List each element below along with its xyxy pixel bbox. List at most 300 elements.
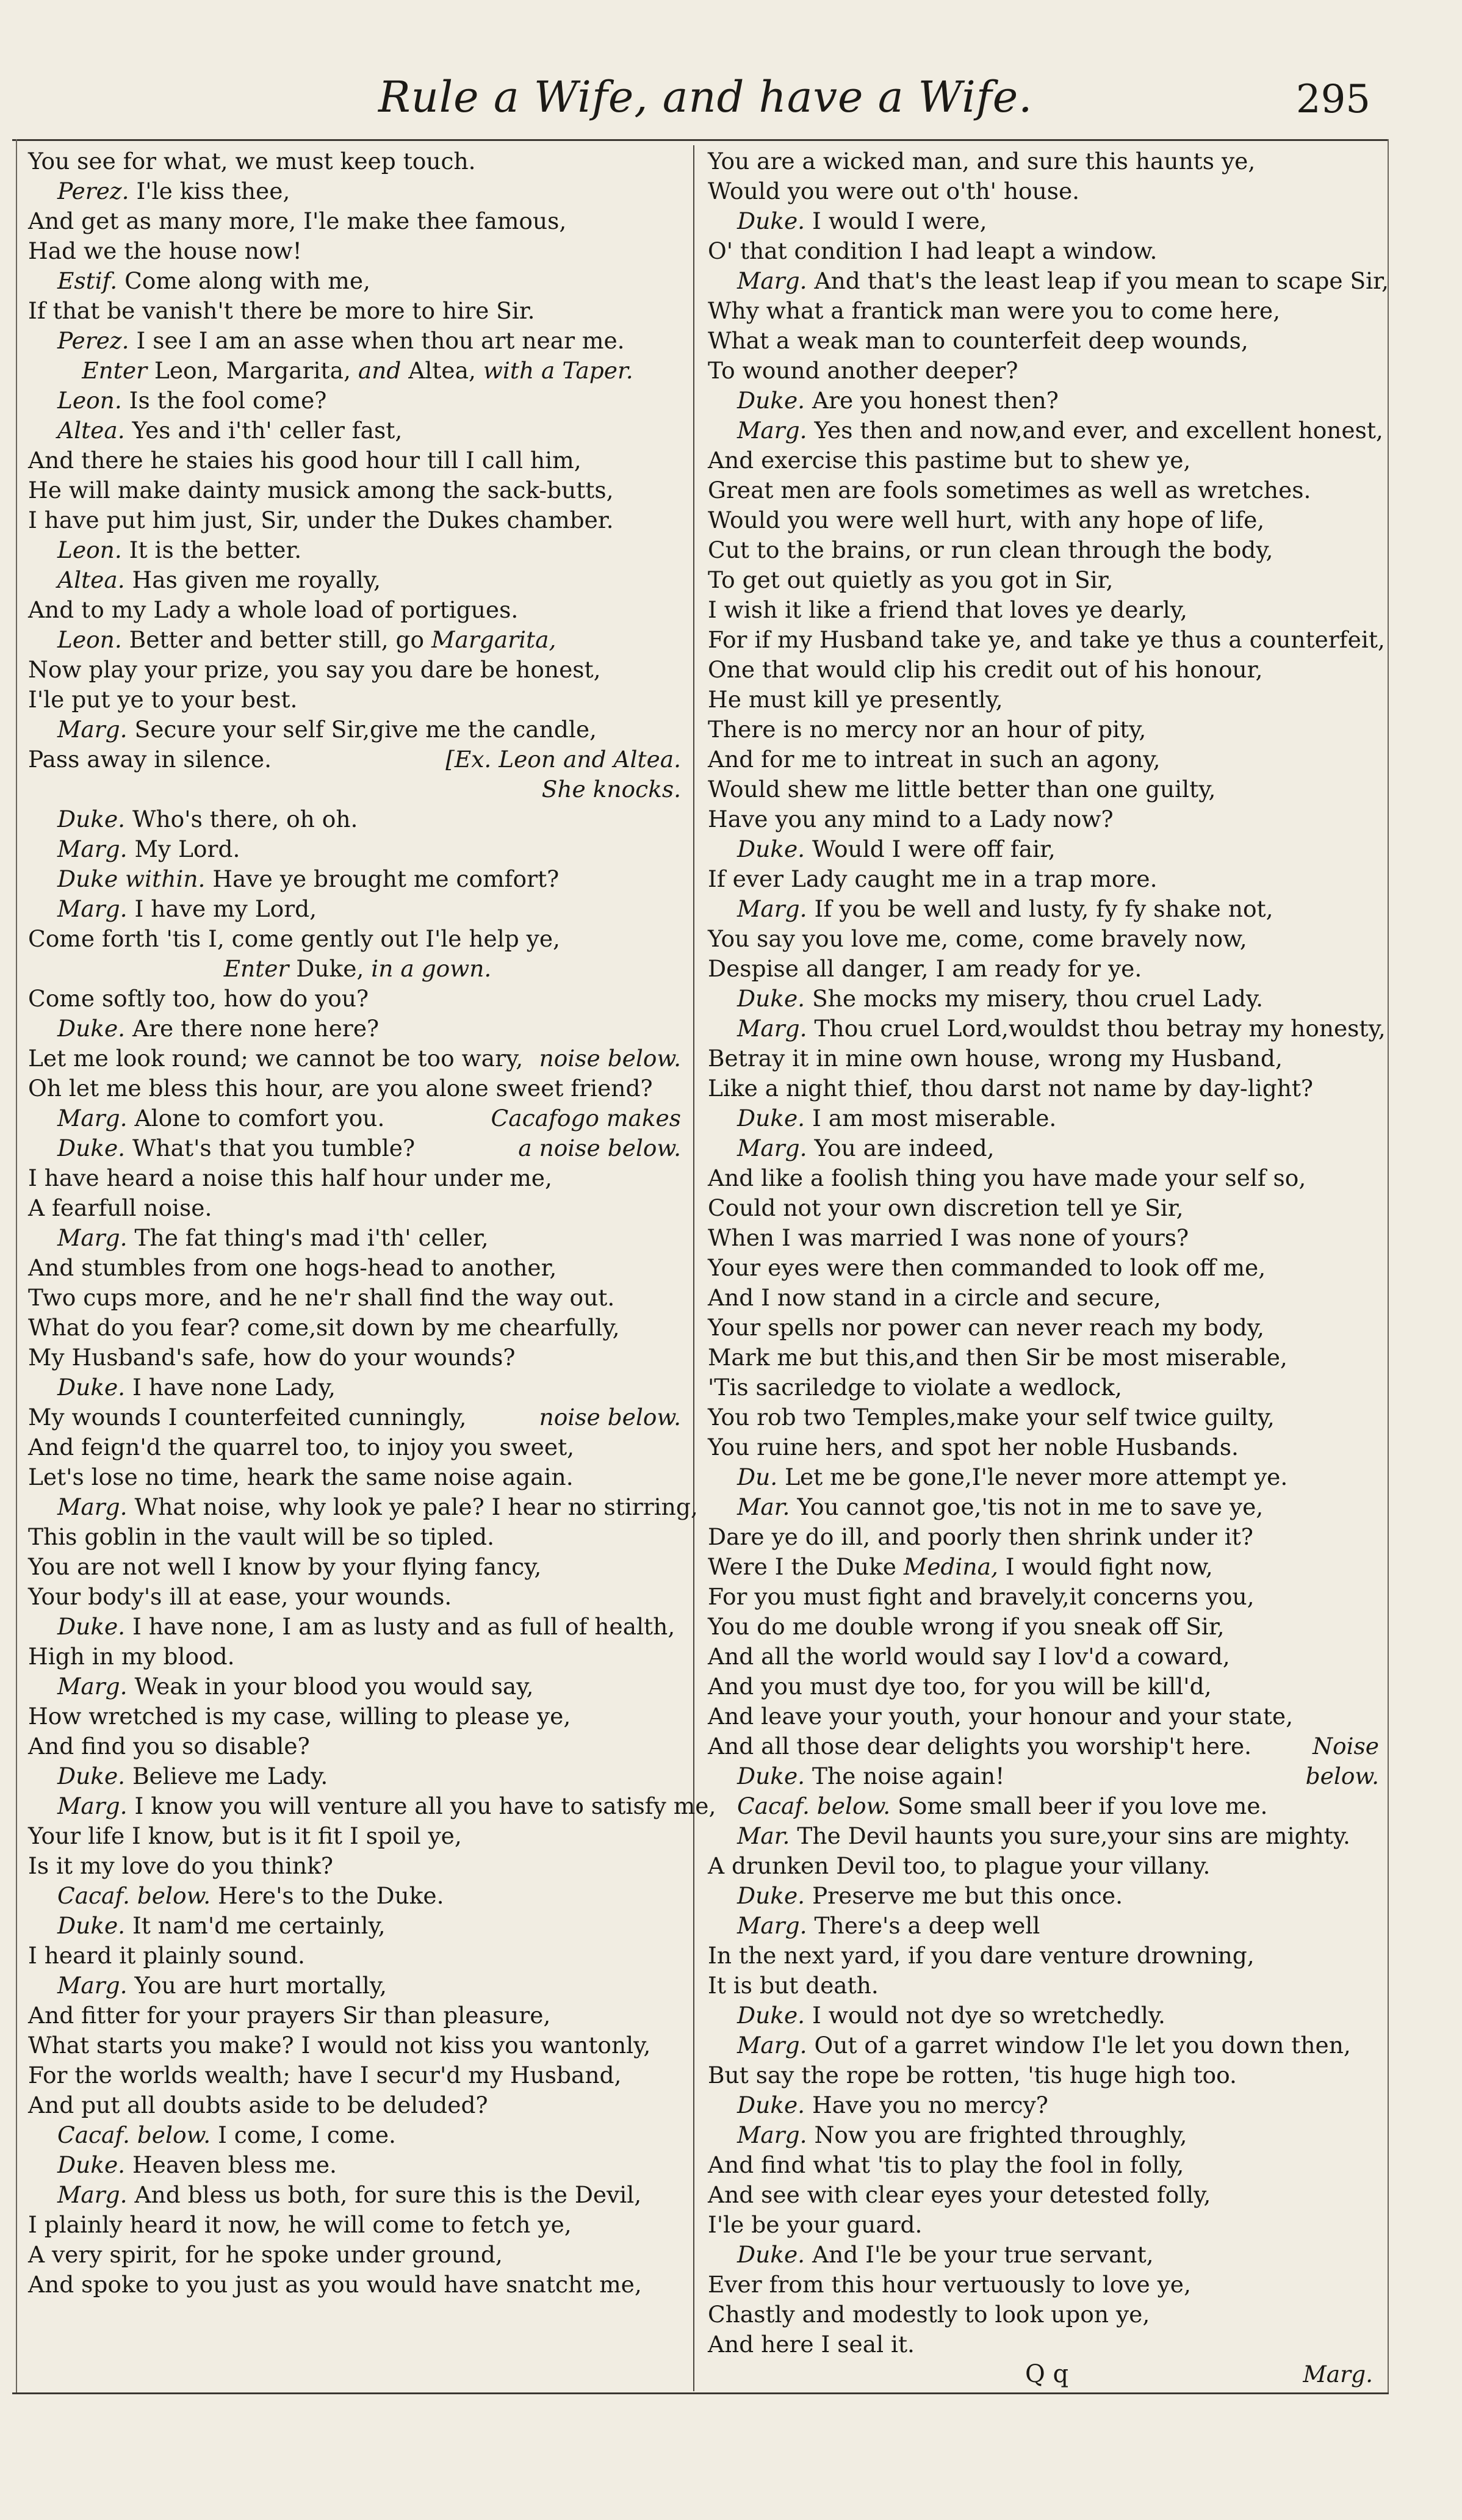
verse-text: I have heard a noise this half hour under me,: [28, 1164, 552, 1191]
verse-text: I am most miserable.: [812, 1105, 1057, 1132]
verse-text: Had we the house now!: [28, 237, 302, 264]
text-line: [708, 446, 1385, 475]
text-line: [708, 176, 1385, 206]
verse-text: And get as many more, I'le make thee famous,: [28, 208, 567, 234]
text-line: [28, 475, 687, 505]
verse-text: Is the fool come?: [129, 387, 327, 414]
text-line: [708, 1582, 1385, 1612]
verse-text: I wish it like a friend that loves ye dearly,: [708, 596, 1187, 623]
text-line: [28, 505, 687, 535]
text-line: [708, 1941, 1385, 1971]
speaker-name: Marg.: [57, 716, 128, 743]
verse-text: What noise, why look ye pale? I hear no stirring,: [134, 1493, 698, 1520]
verse-text: I would I were,: [812, 208, 987, 234]
text-line: [708, 296, 1385, 326]
verse-text: Preserve me but this once.: [812, 1882, 1123, 1909]
text-line: [28, 2031, 687, 2060]
text-line: [708, 266, 1389, 296]
verse-text: Now play your prize, you say you dare be honest,: [28, 656, 601, 683]
text-line: [708, 1044, 1385, 1074]
text-line: [708, 1373, 1385, 1403]
verse-text: Here's to the Duke.: [218, 1882, 444, 1909]
text-line: [28, 296, 687, 326]
text-line: [28, 1911, 687, 1941]
verse-text: Would you were out o'th' house.: [708, 178, 1080, 204]
verse-text: Weak in your blood you would say,: [134, 1673, 534, 1700]
margin-note: Noise: [1313, 1733, 1379, 1760]
stage-direction: [28, 356, 687, 386]
text-line: [708, 1851, 1385, 1881]
text-line: [28, 745, 687, 774]
speaker-name: Marg.: [57, 1793, 128, 1819]
text-line: [28, 864, 687, 894]
speaker-name: Duke.: [57, 1613, 126, 1640]
verse-text: And spoke to you just as you would have snatcht me,: [28, 2271, 642, 2298]
text-line: [28, 984, 687, 1014]
verse-text: If ever Lady caught me in a trap more.: [708, 865, 1158, 892]
verse-text: Despise all danger, I am ready for ye.: [708, 955, 1142, 982]
verse-text: My Husband's safe, how do your wounds?: [28, 1344, 516, 1371]
running-title: Rule a Wife, and have a Wife.: [378, 72, 1033, 122]
verse-text: My wounds I counterfeited cunningly,: [28, 1404, 467, 1431]
verse-text: Would shew me little better than one guilty,: [708, 776, 1216, 803]
text-line: [28, 1074, 687, 1103]
verse-text: And all those dear delights you worship't here.: [708, 1733, 1252, 1760]
verse-text: Come forth 'tis I, come gently out I'le help ye,: [28, 925, 560, 952]
verse-text: A very spirit, for he spoke under ground,: [28, 2241, 503, 2268]
verse-text: The noise again!: [812, 1763, 1005, 1789]
verse-text: I come, I come.: [218, 2121, 396, 2148]
verse-text: For the worlds wealth; have I secur'd my Husband,: [28, 2062, 622, 2089]
text-line: [708, 1911, 1385, 1941]
text-line: [708, 1821, 1385, 1851]
verse-text: And here I seal it.: [708, 2331, 915, 2358]
verse-text: I plainly heard it now, he will come to fetch ye,: [28, 2211, 572, 2238]
text-line: [708, 416, 1385, 446]
verse-text: And feign'd the quarrel too, to injoy you sweet,: [28, 1434, 575, 1460]
verse-text: You ruine hers, and spot her noble Husbands.: [708, 1434, 1239, 1460]
text-line: [708, 2240, 1385, 2270]
verse-text: Could not your own discretion tell ye Sir,: [708, 1194, 1184, 1221]
verse-text: And you must dye too, for you will be kill'd,: [708, 1673, 1212, 1700]
text-line: [28, 446, 687, 475]
verse-text: Are you honest then?: [812, 387, 1059, 414]
catchword-line: [708, 2359, 1385, 2389]
text-line: [708, 1103, 1385, 1133]
speaker-name: Altea.: [57, 566, 125, 593]
text-line: [708, 1223, 1385, 1253]
text-line: [28, 1373, 687, 1403]
text-line: [708, 386, 1385, 416]
verse-text: Great men are fools sometimes as well as wretches.: [708, 477, 1311, 504]
verse-text: Heaven bless me.: [132, 2151, 337, 2178]
verse-text: And I now stand in a circle and secure,: [708, 1284, 1161, 1311]
verse-text: How wretched is my case, willing to please ye,: [28, 1703, 571, 1730]
verse-text: I have none, I am as lusty and as full of health,: [132, 1613, 675, 1640]
verse-text: To get out quietly as you got in Sir,: [708, 566, 1114, 593]
text-line: [708, 954, 1385, 984]
speaker-name: Marg.: [737, 267, 807, 294]
text-line: [28, 1791, 716, 1821]
text-line: [28, 1253, 687, 1283]
margin-note: She knocks.: [541, 776, 681, 803]
text-line: [28, 2001, 687, 2031]
text-line: [28, 1492, 698, 1522]
speaker-name: Duke.: [57, 1135, 126, 1161]
text-line: [708, 1133, 1385, 1163]
text-line: [28, 685, 687, 715]
verse-text: You say you love me, come, come bravely now,: [708, 925, 1247, 952]
column-divider: [693, 145, 694, 2391]
text-line: [28, 2210, 687, 2240]
text-line: [708, 565, 1385, 595]
speaker-name: Duke within.: [57, 865, 206, 892]
verse-text: Out of a garret window I'le let you down then,: [814, 2032, 1351, 2059]
text-line: [708, 685, 1385, 715]
text-line: [28, 894, 687, 924]
verse-text: And all the world would say I lov'd a coward,: [708, 1643, 1230, 1670]
text-line: [28, 326, 687, 356]
text-line: [28, 1193, 687, 1223]
speaker-name: Duke.: [57, 1374, 126, 1401]
text-line: [708, 1642, 1385, 1672]
verse-text: I would not dye so wretchedly.: [812, 2002, 1165, 2029]
text-line: [28, 834, 687, 864]
margin-note: [Ex. Leon and Altea.: [445, 746, 681, 773]
verse-text: For if my Husband take ye, and take ye thus a counterfeit,: [708, 626, 1385, 653]
text-line: [708, 1522, 1385, 1552]
speaker-name: Marg.: [57, 2181, 128, 2208]
verse-text: 'Tis sacriledge to violate a wedlock,: [708, 1374, 1122, 1401]
text-line: [708, 1881, 1385, 1911]
text-line: [708, 715, 1385, 745]
verse-text: He must kill ye presently,: [708, 686, 1003, 713]
speaker-name: Marg.: [737, 2032, 807, 2059]
text-line: [28, 1163, 687, 1193]
verse-text: Two cups more, and he ne'r shall find the way out.: [28, 1284, 615, 1311]
text-line: [708, 1462, 1385, 1492]
verse-text: What a weak man to counterfeit deep wounds,: [708, 327, 1248, 354]
verse-text: One that would clip his credit out of his honour,: [708, 656, 1263, 683]
text-line: [708, 236, 1385, 266]
text-line: [708, 1283, 1385, 1313]
text-line: [708, 745, 1385, 774]
speaker-name: Marg.: [737, 1015, 807, 1042]
text-line: [708, 146, 1385, 176]
text-line: [28, 1731, 687, 1761]
verse-text: And I'le be your true servant,: [812, 2241, 1154, 2268]
verse-text: I have none Lady,: [132, 1374, 336, 1401]
text-line: [28, 416, 687, 446]
text-line: [28, 1881, 687, 1911]
text-line: [708, 206, 1385, 236]
speaker-name: Mar.: [737, 1822, 790, 1849]
verse-text: Who's there, oh oh.: [132, 806, 358, 832]
text-line: [28, 1821, 687, 1851]
text-line: [28, 1582, 687, 1612]
text-line: [708, 804, 1385, 834]
verse-text: There is no mercy nor an hour of pity,: [708, 716, 1147, 743]
verse-text: Are there none here?: [132, 1015, 380, 1042]
right-rule: [1388, 139, 1389, 2392]
text-line: [28, 2150, 687, 2180]
text-line: [28, 1403, 687, 1432]
speaker-name: Duke.: [737, 2092, 805, 2118]
text-line: [708, 1403, 1385, 1432]
text-line: [708, 1163, 1385, 1193]
verse-text: I'le kiss thee,: [136, 178, 290, 204]
text-line: [28, 1612, 687, 1642]
speaker-name: Cacaf. below.: [57, 2121, 211, 2148]
text-line: [708, 1552, 1385, 1582]
text-line: [28, 625, 687, 655]
verse-text: Like a night thief, thou darst not name by day-light?: [708, 1075, 1314, 1102]
text-line: [28, 535, 687, 565]
text-line: [28, 1851, 687, 1881]
page-header: [0, 66, 1462, 133]
speaker-name: Cacaf. below.: [57, 1882, 211, 1909]
verse-text: Cut to the brains, or run clean through the body,: [708, 536, 1273, 563]
speaker-name: Marg.: [737, 2121, 807, 2148]
verse-text: Come along with me,: [124, 267, 370, 294]
speaker-name: Duke.: [737, 985, 805, 1012]
verse-text: And that's the least leap if you mean to scape Sir,: [814, 267, 1389, 294]
speaker-name: Marg.: [57, 1105, 128, 1132]
verse-text: And there he staies his good hour till I call him,: [28, 447, 582, 474]
text-line: [708, 1432, 1385, 1462]
text-line: [708, 2210, 1385, 2240]
verse-text: A fearfull noise.: [28, 1194, 212, 1221]
verse-text: I see I am an asse when thou art near me.: [136, 327, 625, 354]
speaker-name: Leon.: [57, 626, 122, 653]
text-line: [28, 1014, 687, 1044]
speaker-name: Duke.: [57, 1015, 126, 1042]
text-line: [708, 2270, 1385, 2300]
verse-text: Have you any mind to a Lady now?: [708, 806, 1114, 832]
text-line: [708, 1702, 1385, 1731]
verse-text: Pass away in silence.: [28, 746, 272, 773]
speaker-name: Duke.: [737, 2241, 805, 2268]
verse-text: The Devil haunts you sure,your sins are mighty.: [797, 1822, 1350, 1849]
speaker-name: Marg.: [737, 895, 807, 922]
text-line: [28, 2090, 687, 2120]
text-line: [708, 1193, 1385, 1223]
speaker-name: Duke.: [737, 2002, 805, 2029]
verse-text: Is it my love do you think?: [28, 1852, 334, 1879]
text-line: [708, 326, 1385, 356]
verse-text: It is but death.: [708, 1972, 879, 1999]
left-rule: [16, 139, 17, 2392]
text-line: [28, 655, 687, 685]
verse-text: This goblin in the vault will be so tipled.: [28, 1523, 495, 1550]
text-line: [28, 1552, 687, 1582]
text-line: [28, 1283, 687, 1313]
text-line: [28, 1223, 687, 1253]
verse-text: Your life I know, but is it fit I spoil ye,: [28, 1822, 462, 1849]
verse-text: To wound another deeper?: [708, 357, 1018, 384]
verse-text: And leave your youth, your honour and your state,: [708, 1703, 1293, 1730]
verse-text: And put all doubts aside to be deluded?: [28, 2092, 488, 2118]
text-line: [28, 2270, 687, 2300]
speaker-name: Marg.: [57, 836, 128, 862]
verse-text: When I was married I was none of yours?: [708, 1224, 1189, 1251]
text-line: [708, 1014, 1385, 1044]
speaker-name: Leon.: [57, 387, 122, 414]
text-line: [708, 1971, 1385, 2001]
text-line: [28, 1642, 687, 1672]
speaker-name: Duke.: [57, 1912, 126, 1939]
verse-text: Oh let me bless this hour, are you alone sweet friend?: [28, 1075, 653, 1102]
speaker-name: Duke.: [737, 1763, 805, 1789]
verse-text: What do you fear? come,sit down by me chearfully,: [28, 1314, 620, 1341]
speaker-name: Marg.: [737, 417, 807, 444]
italic-name: Medina,: [896, 1553, 998, 1580]
text-line: [708, 356, 1385, 386]
verse-text: I would fight now,: [998, 1553, 1213, 1580]
text-line: [28, 1941, 687, 1971]
text-line: [708, 625, 1385, 655]
text-line: [708, 2001, 1385, 2031]
verse-text: My Lord.: [134, 836, 240, 862]
verse-text: Thou cruel Lord,wouldst thou betray my honesty,: [814, 1015, 1386, 1042]
verse-text: Yes and i'th' celler fast,: [132, 417, 403, 444]
text-line: [708, 1612, 1385, 1642]
text-line: [708, 1731, 1385, 1761]
text-line: [28, 1044, 687, 1074]
catchword: Marg.: [1303, 2361, 1373, 2388]
verse-text: Have you no mercy?: [812, 2092, 1048, 2118]
verse-text: And bless us both, for sure this is the Devil,: [134, 2181, 642, 2208]
verse-text: And find what 'tis to play the fool in folly,: [708, 2151, 1184, 2178]
text-line: [708, 2031, 1385, 2060]
verse-text: Some small beer if you love me.: [898, 1793, 1268, 1819]
verse-text: I know you will venture all you have to satisfy me,: [134, 1793, 716, 1819]
text-line: [708, 864, 1385, 894]
right-text-column: [708, 146, 1389, 2389]
stage-direction-part: and: [358, 357, 409, 384]
page-number: 295: [1295, 77, 1370, 122]
verse-text: Let's lose no time, heark the same noise again.: [28, 1464, 574, 1490]
verse-text: Better and better still, go: [129, 626, 425, 653]
verse-text: Come softly too, how do you?: [28, 985, 369, 1012]
verse-text: Let me be gone,I'le never more attempt ye.: [785, 1464, 1288, 1490]
text-line: [708, 1343, 1385, 1373]
verse-text: I have put him just, Sir, under the Dukes chamber.: [28, 507, 614, 533]
stage-direction-part: Enter: [82, 357, 154, 384]
margin-note: noise below.: [539, 1045, 681, 1072]
text-line: [708, 2330, 1385, 2359]
text-line: [28, 924, 687, 954]
speaker-name: Duke.: [57, 1763, 126, 1789]
verse-text: You do me double wrong if you sneak off Sir,: [708, 1613, 1225, 1640]
verse-text: If you be well and lusty, fy fy shake not,: [814, 895, 1273, 922]
text-line: [28, 2180, 687, 2210]
verse-text: And to my Lady a whole load of portigues.: [28, 596, 519, 623]
speaker-name: Altea.: [57, 417, 125, 444]
verse-text: I heard it plainly sound.: [28, 1942, 305, 1969]
speaker-name: Mar.: [737, 1493, 790, 1520]
text-line: [28, 804, 687, 834]
verse-text: Now you are frighted throughly,: [814, 2121, 1187, 2148]
text-line: [28, 386, 687, 416]
speaker-name: Duke.: [737, 387, 805, 414]
text-line: [708, 2300, 1385, 2330]
speaker-name: Leon.: [57, 536, 122, 563]
margin-note: below.: [1305, 1763, 1379, 1789]
verse-text: She mocks my misery, thou cruel Lady.: [812, 985, 1264, 1012]
text-line: [708, 984, 1385, 1014]
speaker-name: Marg.: [737, 1912, 807, 1939]
verse-text: Yes then and now,and ever, and excellent honest,: [814, 417, 1383, 444]
verse-text: Why what a frantick man were you to come here,: [708, 297, 1281, 324]
text-line: [708, 2180, 1385, 2210]
text-line: [28, 774, 687, 804]
text-line: [28, 1522, 687, 1552]
verse-text: You cannot goe,'tis not in me to save ye,: [797, 1493, 1264, 1520]
speaker-name: Duke.: [737, 1882, 805, 1909]
verse-text: Your body's ill at ease, your wounds.: [28, 1583, 452, 1610]
verse-text: Alone to comfort you.: [134, 1105, 385, 1132]
verse-text: And exercise this pastime but to shew ye,: [708, 447, 1191, 474]
text-line: [28, 715, 687, 745]
text-line: [28, 1343, 687, 1373]
stage-direction-part: in a gown.: [371, 955, 492, 982]
text-line: [708, 1672, 1385, 1702]
text-line: [28, 1971, 687, 2001]
text-line: [28, 146, 687, 176]
verse-text: I'le be your guard.: [708, 2211, 923, 2238]
italic-name: Margarita,: [424, 626, 556, 653]
text-line: [28, 176, 687, 206]
speaker-name: Cacaf. below.: [737, 1793, 891, 1819]
text-line: [28, 1462, 687, 1492]
text-line: [708, 2120, 1385, 2150]
verse-text: And find you so disable?: [28, 1733, 310, 1760]
speaker-name: Perez.: [57, 178, 129, 204]
verse-text: Betray it in mine own house, wrong my Husband,: [708, 1045, 1283, 1072]
text-line: [708, 1761, 1385, 1791]
verse-text: I have my Lord,: [134, 895, 317, 922]
stage-direction-part: with a Taper.: [483, 357, 633, 384]
verse-text: Your eyes were then commanded to look off me,: [708, 1254, 1266, 1281]
verse-text: Has given me royally,: [132, 566, 381, 593]
verse-text: In the next yard, if you dare venture drowning,: [708, 1942, 1255, 1969]
speaker-name: Duke.: [737, 836, 805, 862]
stage-direction-part: Enter: [223, 955, 297, 982]
margin-note: noise below.: [539, 1404, 681, 1431]
verse-text: And like a foolish thing you have made your self so,: [708, 1164, 1306, 1191]
verse-text: If that be vanish't there be more to hire Sir.: [28, 297, 535, 324]
speaker-name: Duke.: [737, 208, 805, 234]
verse-text: You are a wicked man, and sure this haunts ye,: [708, 148, 1256, 175]
verse-text: And stumbles from one hogs-head to another,: [28, 1254, 557, 1281]
verse-text: Would I were off fair,: [812, 836, 1056, 862]
speaker-name: Duke.: [737, 1105, 805, 1132]
verse-text: Believe me Lady.: [132, 1763, 328, 1789]
speaker-name: Estif.: [57, 267, 118, 294]
verse-text: Have ye brought me comfort?: [212, 865, 560, 892]
speaker-name: Duke.: [57, 2151, 126, 2178]
verse-text: There's a deep well: [814, 1912, 1040, 1939]
verse-text: Dare ye do ill, and poorly then shrink under it?: [708, 1523, 1253, 1550]
verse-text: Secure your self Sir,give me the candle,: [134, 716, 597, 743]
left-text-column: [28, 146, 716, 2300]
text-line: [708, 924, 1385, 954]
margin-note: Cacafogo makes: [491, 1105, 681, 1132]
signature-mark: Q q: [1025, 2360, 1069, 2388]
verse-text: What's that you tumble?: [132, 1135, 416, 1161]
text-line: [708, 655, 1385, 685]
